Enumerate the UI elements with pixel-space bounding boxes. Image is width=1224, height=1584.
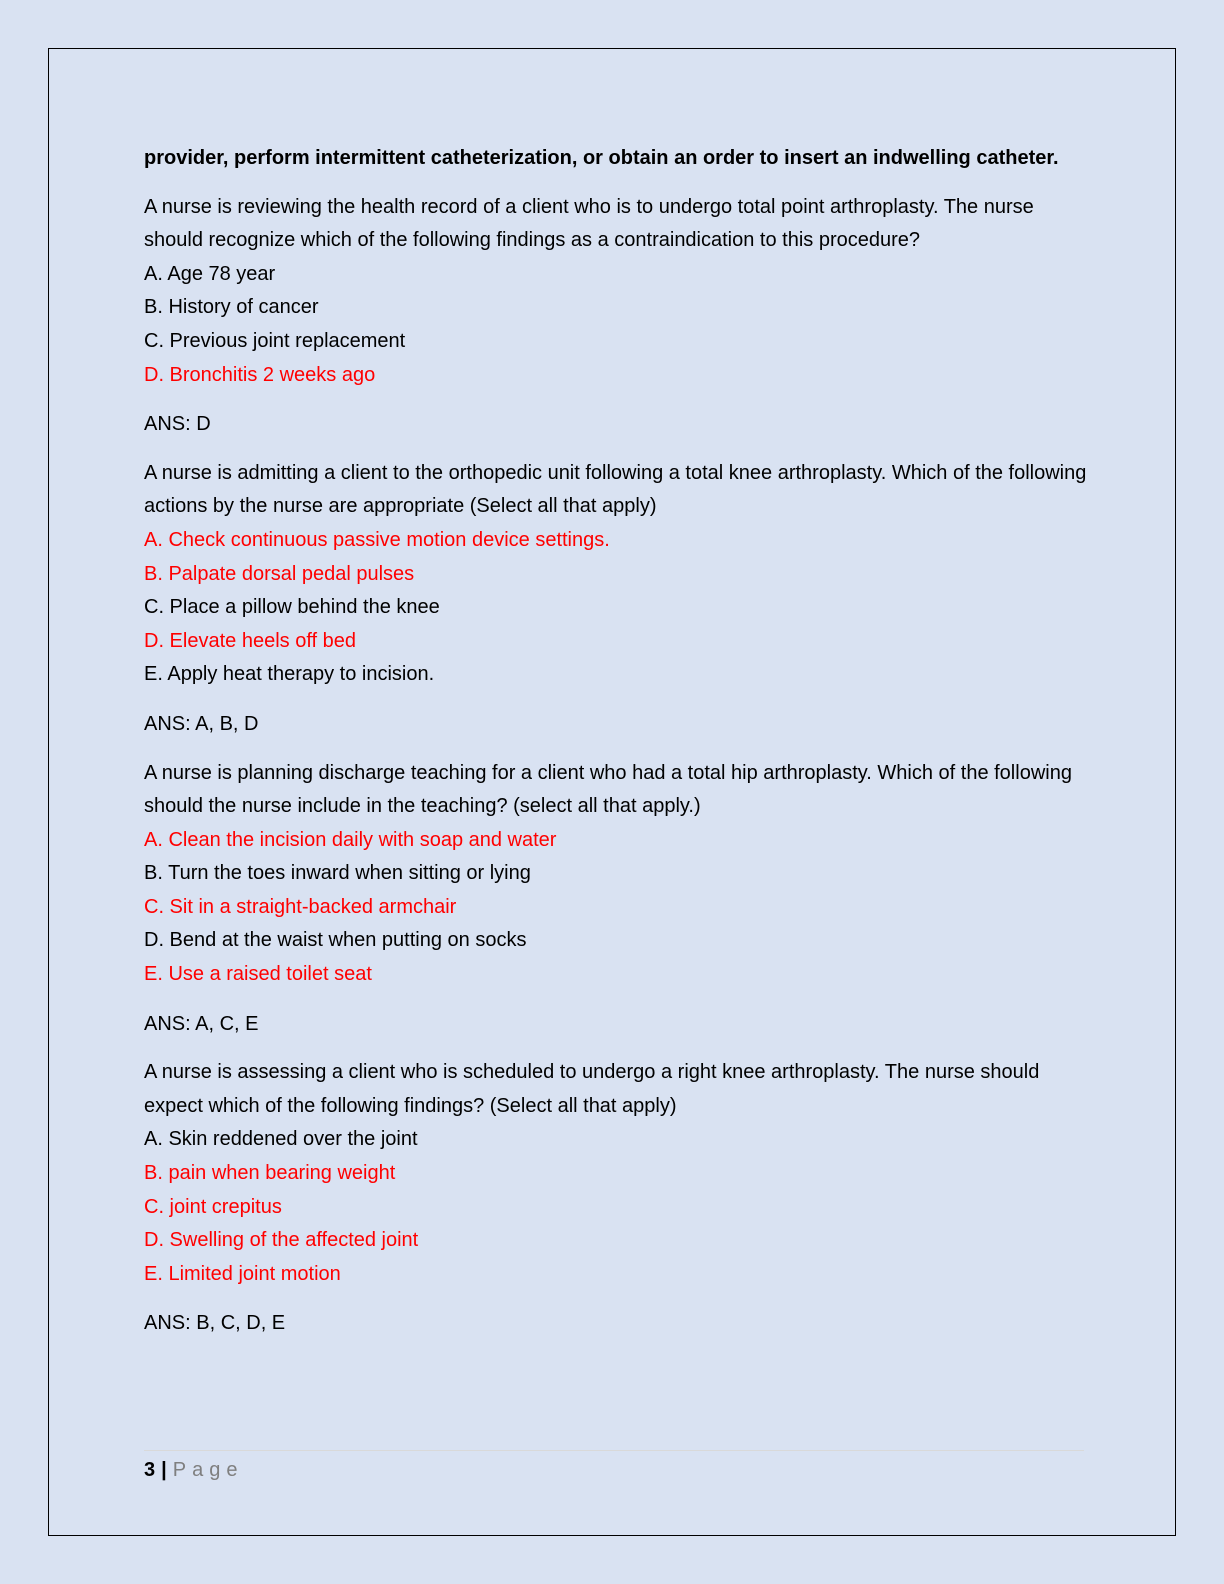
correct-answer-option: A. Clean the incision daily with soap and water	[144, 828, 557, 851]
question-stem: A nurse is assessing a client who is scheduled to undergo a right knee arthroplasty. The nurse should expect which of the following findings? (Select all that apply)	[144, 1061, 1040, 1117]
correct-answer-option: A. Check continuous passive motion device settings.	[144, 528, 610, 551]
footer-divider	[144, 1450, 1084, 1451]
answer-option: A. Age 78 year	[144, 262, 276, 285]
answer-key: ANS: A, C, E	[144, 1012, 259, 1035]
correct-answer-option: E. Limited joint motion	[144, 1262, 341, 1285]
question-block	[144, 457, 1089, 742]
correct-answer-option: C. Sit in a straight-backed armchair	[144, 895, 457, 918]
answer-key: ANS: D	[144, 413, 211, 436]
correct-answer-option: D. Swelling of the affected joint	[144, 1229, 419, 1252]
page-number: 3	[144, 1459, 156, 1481]
answer-key: ANS: B, C, D, E	[144, 1312, 286, 1335]
correct-answer-option: D. Elevate heels off bed	[144, 629, 356, 652]
question-stem: A nurse is planning discharge teaching for a client who had a total hip arthroplasty. Which of the following should the nurse include in the teaching? (select all that apply.)	[144, 761, 1072, 818]
correct-answer-option: E. Use a raised toilet seat	[144, 963, 372, 986]
answer-option: C. Previous joint replacement	[144, 329, 406, 352]
correct-answer-option: D. Bronchitis 2 weeks ago	[144, 363, 376, 386]
correct-answer-option: B. pain when bearing weight	[144, 1162, 396, 1185]
question-stem: A nurse is reviewing the health record of a client who is to undergo total point arthroplasty. The nurse should recognize which of the following findings as a contraindication to this procedure?	[144, 195, 1034, 252]
answer-option: B. Turn the toes inward when sitting or lying	[144, 862, 531, 885]
answer-option: A. Skin reddened over the joint	[144, 1128, 418, 1151]
page-label: Page	[172, 1459, 244, 1481]
answer-option: E. Apply heat therapy to incision.	[144, 663, 435, 686]
document-body	[144, 142, 1089, 1341]
answer-option: D. Bend at the waist when putting on socks	[144, 929, 527, 952]
question-stem: A nurse is admitting a client to the orthopedic unit following a total knee arthroplasty. Which of the following actions by the nurse are appropriate (Select all that apply)	[144, 461, 1087, 518]
answer-option: C. Place a pillow behind the knee	[144, 596, 440, 619]
question-block	[144, 191, 1089, 442]
answer-key: ANS: A, B, D	[144, 712, 259, 735]
question-block	[144, 757, 1089, 1042]
question-block	[144, 1056, 1089, 1341]
footer-separator: |	[161, 1459, 167, 1481]
intro-paragraph: provider, perform intermittent catheterization, or obtain an order to insert an indwelling catheter.	[144, 147, 1059, 169]
page-footer	[144, 1456, 243, 1484]
answer-option: B. History of cancer	[144, 296, 319, 319]
correct-answer-option: B. Palpate dorsal pedal pulses	[144, 562, 415, 585]
correct-answer-option: C. joint crepitus	[144, 1195, 282, 1218]
